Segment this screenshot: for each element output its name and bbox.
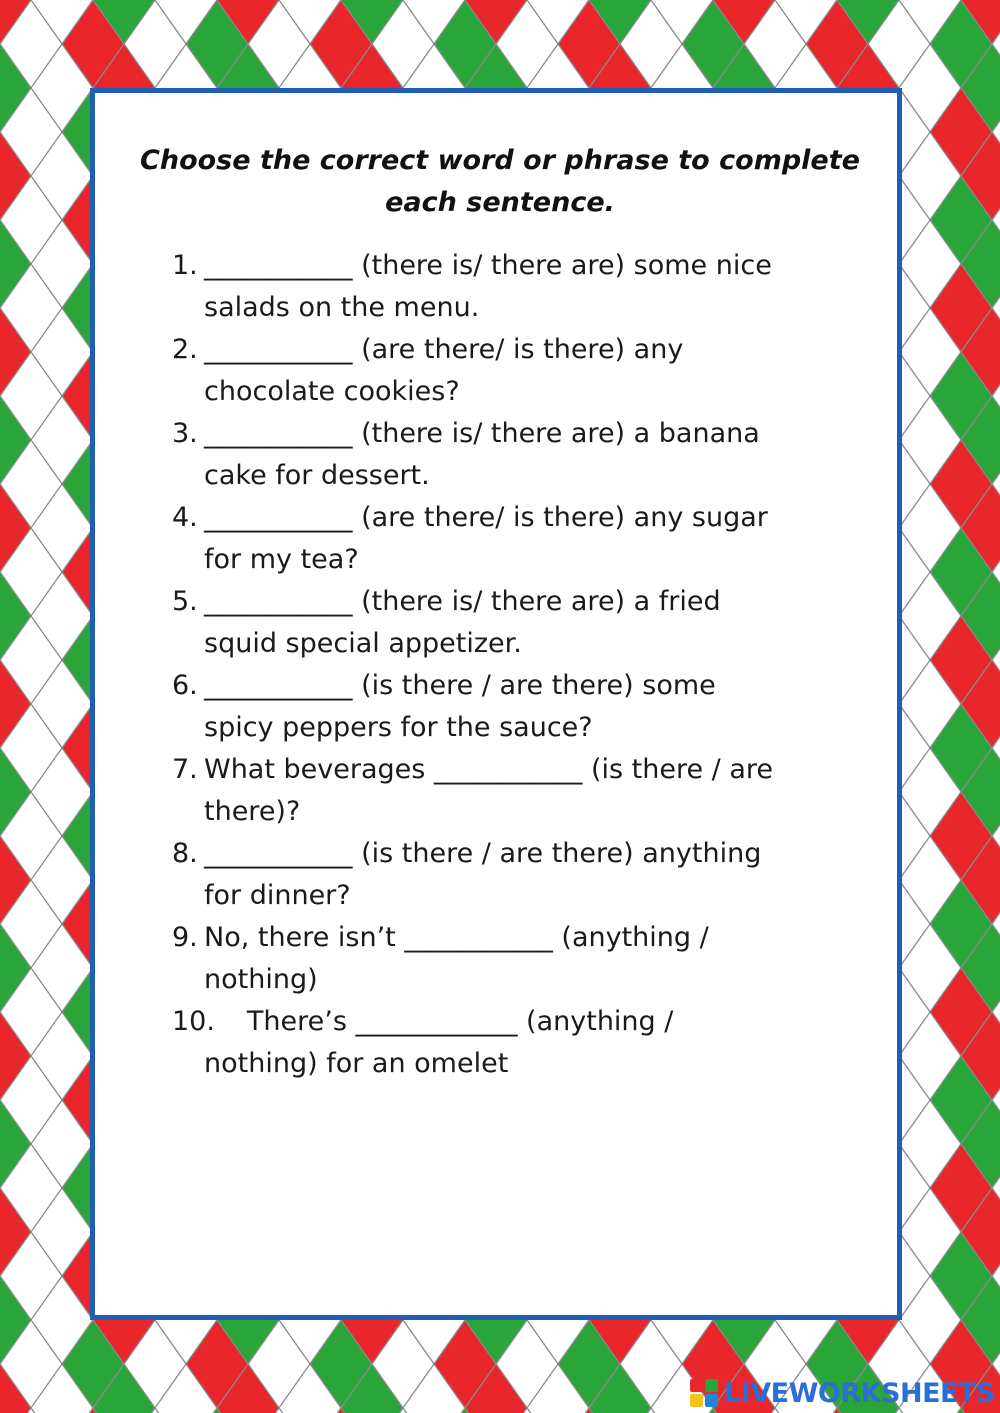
question-number: 5. [172,586,198,617]
question-text-continued: squid special appetizer. [204,628,522,659]
question-text-continued: for my tea? [204,544,359,575]
question-text: ___________ (are there/ is there) any sugar [204,502,768,533]
logo-mark-icon [690,1379,718,1407]
question-text: ___________ (are there/ is there) any [204,334,684,365]
question-number: 8. [172,838,198,869]
question-text-continued: cake for dessert. [204,460,430,491]
question-text: What beverages ___________ (is there / are [204,754,774,785]
question-text: ___________ (there is/ there are) a banana [204,418,760,449]
question-number: 3. [172,418,198,449]
question-number: 1. [172,250,198,281]
question-number: 4. [172,502,198,533]
question-text: ___________ (there is/ there are) some nice [204,250,772,281]
question-text-continued: salads on the menu. [204,292,480,323]
question-text: No, there isn’t ___________ (anything / [204,922,709,953]
logo-square [705,1394,718,1407]
question-text: ___________ (is there / are there) anything [204,838,762,869]
question-number: 2. [172,334,198,365]
question-number: 9. [172,922,198,953]
logo-text: LIVEWORKSHEETS [724,1377,995,1409]
question-text: ___________ (there is/ there are) a fried [204,586,721,617]
question-text: ___________ (is there / are there) some [204,670,716,701]
question-text-continued: there)? [204,796,301,827]
title-line-2: each sentence. [385,187,615,218]
instructions-title [100,140,900,224]
question-number: 7. [172,754,198,785]
question-text-continued: for dinner? [204,880,351,911]
question-number: 6. [172,670,198,701]
question-number: 10. [172,1006,215,1037]
question-text-continued: nothing) [204,964,318,995]
logo-square [690,1379,703,1392]
logo-square [690,1394,703,1407]
liveworksheets-logo [690,1375,995,1411]
question-text-continued: nothing) for an omelet [204,1048,509,1079]
question-text: There’s ____________ (anything / [204,1006,674,1037]
question-text-continued: chocolate cookies? [204,376,460,407]
question-text-continued: spicy peppers for the sauce? [204,712,593,743]
title-line-1: Choose the correct word or phrase to complete [140,145,860,176]
logo-square [705,1379,718,1392]
